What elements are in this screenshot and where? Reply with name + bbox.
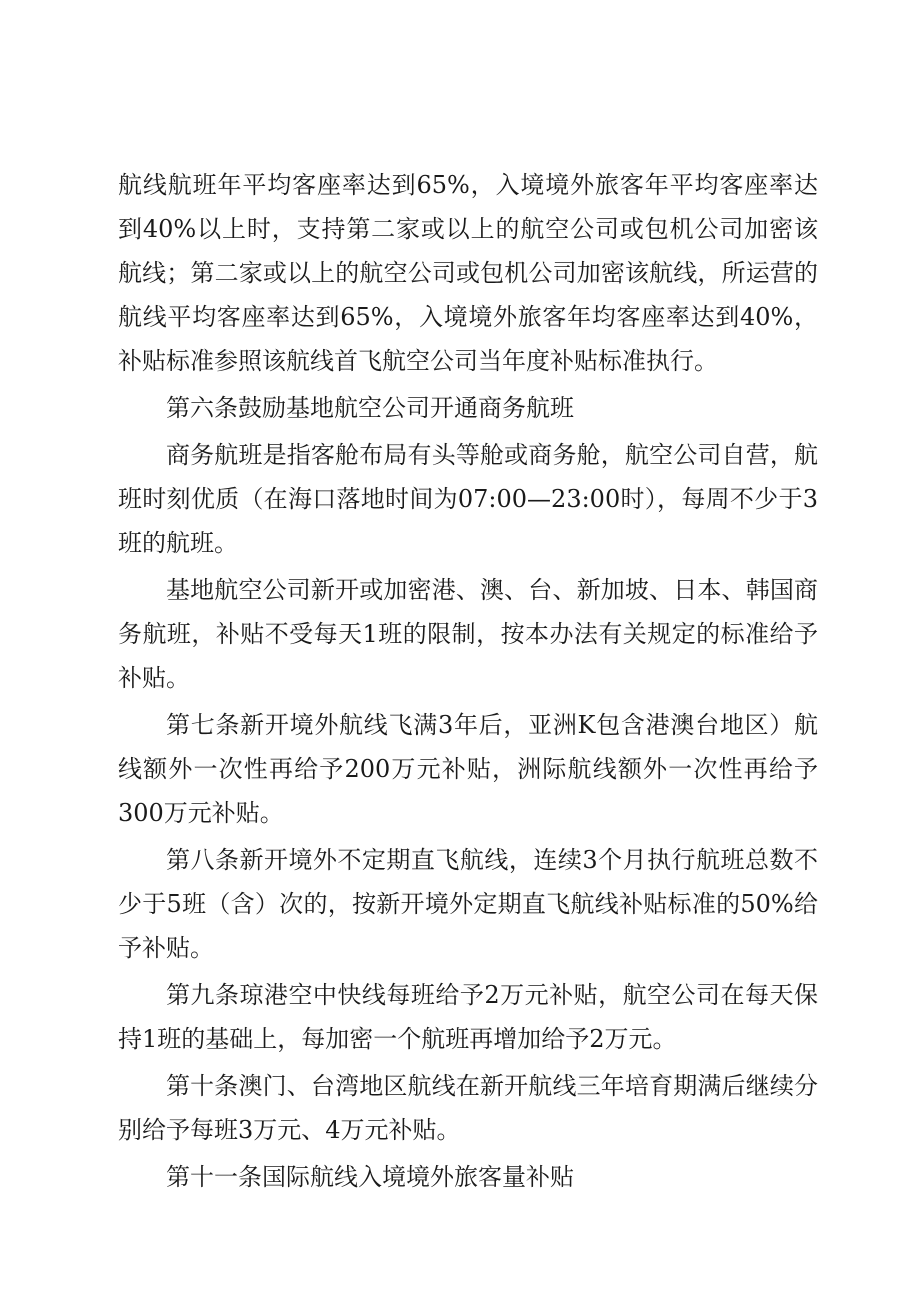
paragraph-continuation: 航线航班年平均客座率达到65%，入境境外旅客年平均客座率达到40%以上时，支持第二家或以上的航空公司或包机公司加密该航线；第二家或以上的航空公司或包机公司加密该航线，所运营的航线平均客座率达到65%，入境境外旅客年均客座率达到40%，补贴标准参照该航线首飞航空公司当年度补贴标准执行。 (118, 171, 818, 375)
article-11-heading: 第十一条国际航线入境境外旅客量补贴 (166, 1163, 574, 1191)
paragraph-base-airline-subsidy: 基地航空公司新开或加密港、澳、台、新加坡、日本、韩国商务航班，补贴不受每天1班的限制，按本办法有关规定的标准给予补贴。 (118, 576, 818, 692)
paragraph-business-flight-definition: 商务航班是指客舱布局有头等舱或商务舱，航空公司自营，航班时刻优质（在海口落地时间为07:00—23:00时），每周不少于3班的航班。 (118, 441, 818, 557)
document-body (118, 163, 818, 1202)
article-6-heading: 第六条鼓励基地航空公司开通商务航班 (166, 394, 574, 422)
article-8: 第八条新开境外不定期直飞航线，连续3个月执行航班总数不少于5班（含）次的，按新开境外定期直飞航线补贴标准的50%给予补贴。 (118, 846, 818, 962)
article-9: 第九条琼港空中快线每班给予2万元补贴，航空公司在每天保持1班的基础上，每加密一个航班再增加给予2万元。 (118, 981, 818, 1053)
article-7: 第七条新开境外航线飞满3年后，亚洲K包含港澳台地区）航线额外一次性再给予200万元补贴，洲际航线额外一次性再给予300万元补贴。 (118, 711, 818, 827)
article-10: 第十条澳门、台湾地区航线在新开航线三年培育期满后继续分别给予每班3万元、4万元补贴。 (118, 1072, 818, 1144)
